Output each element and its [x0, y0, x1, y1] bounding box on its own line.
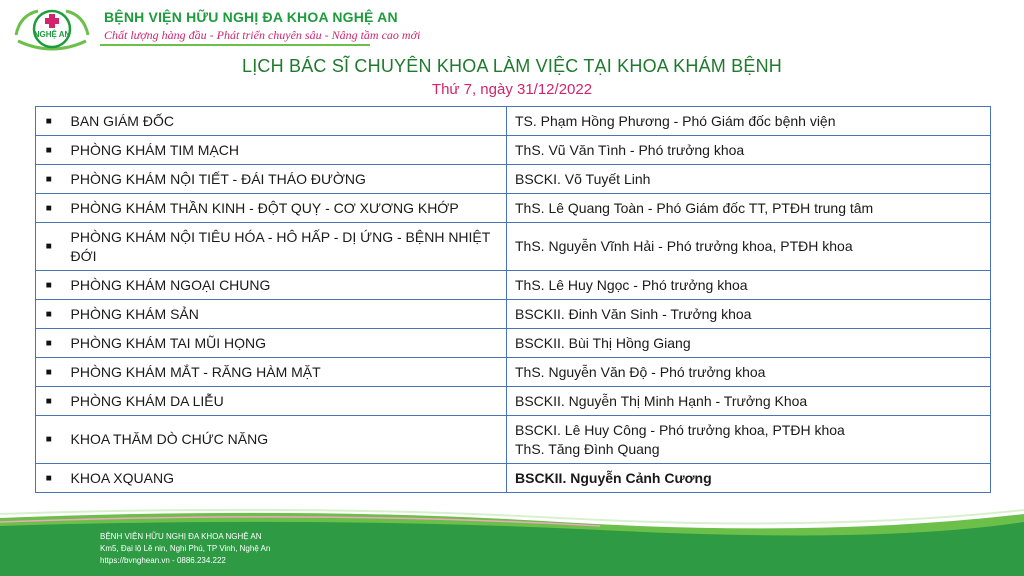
doctor-name: ThS. Nguyễn Văn Độ - Phó trưởng khoa	[515, 363, 766, 380]
doctor-cell	[507, 300, 991, 329]
bullet-icon: ■	[36, 194, 62, 223]
hospital-slogan: Chất lượng hàng đầu - Phát triển chuyên sâu - Nâng tầm cao mới	[104, 28, 421, 42]
table-row	[36, 358, 991, 387]
doctor-cell	[507, 271, 991, 300]
bullet-icon: ■	[36, 387, 62, 416]
doctor-name: TS. Phạm Hồng Phương - Phó Giám đốc bệnh viện	[515, 112, 836, 129]
department-name: PHÒNG KHÁM MẮT - RĂNG HÀM MẶT	[62, 358, 507, 387]
doctor-name: BSCKI. Lê Huy Công - Phó trưởng khoa, PTĐH khoa	[515, 421, 845, 438]
bullet-icon: ■	[36, 271, 62, 300]
page-title: LỊCH BÁC SĨ CHUYÊN KHOA LÀM VIỆC TẠI KHOA KHÁM BỆNH	[242, 56, 782, 76]
doctor-cell	[507, 358, 991, 387]
table-row	[36, 107, 991, 136]
bullet-icon: ■	[36, 223, 62, 271]
hospital-name: BỆNH VIỆN HỮU NGHỊ ĐA KHOA NGHỆ AN	[104, 9, 398, 25]
department-name: PHÒNG KHÁM NỘI TIÊU HÓA - HÔ HẤP - DỊ ỨNG - BỆNH NHIỆT ĐỚI	[62, 223, 507, 271]
doctor-name: ThS. Lê Quang Toàn - Phó Giám đốc TT, PTĐH trung tâm	[515, 199, 874, 216]
doctor-name: BSCKII. Nguyễn Cảnh Cương	[515, 469, 712, 486]
doctor-name: BSCKI. Võ Tuyết Linh	[515, 170, 651, 187]
bullet-icon: ■	[36, 136, 62, 165]
doctor-cell	[507, 329, 991, 358]
page-subtitle: Thứ 7, ngày 31/12/2022	[431, 81, 593, 98]
header-divider	[100, 44, 370, 46]
department-name: PHÒNG KHÁM DA LIỄU	[62, 387, 507, 416]
schedule-table	[35, 106, 991, 493]
department-name: KHOA THĂM DÒ CHỨC NĂNG	[62, 416, 507, 464]
footer-hospital-name: BỆNH VIỆN HỮU NGHỊ ĐA KHOA NGHỆ AN	[100, 532, 262, 541]
doctor-cell	[507, 107, 991, 136]
hospital-logo	[12, 5, 92, 55]
doctor-cell	[507, 165, 991, 194]
doctor-name: ThS. Lê Huy Ngọc - Phó trưởng khoa	[515, 276, 748, 293]
doctor-cell	[507, 223, 991, 271]
table-row	[36, 416, 991, 464]
department-name: PHÒNG KHÁM NỘI TIẾT - ĐÁI THÁO ĐƯỜNG	[62, 165, 507, 194]
doctor-cell	[507, 464, 991, 493]
page-header	[0, 0, 1024, 58]
footer-address: Km5, Đại lộ Lê nin, Nghi Phú, TP Vinh, Nghệ An	[100, 544, 271, 553]
department-name: PHÒNG KHÁM NGOẠI CHUNG	[62, 271, 507, 300]
bullet-icon: ■	[36, 358, 62, 387]
doctor-name: ThS. Vũ Văn Tình - Phó trưởng khoa	[515, 141, 745, 158]
doctor-name: ThS. Tăng Đình Quang	[515, 440, 660, 457]
department-name: BAN GIÁM ĐỐC	[62, 107, 507, 136]
doctor-cell	[507, 387, 991, 416]
table-row	[36, 165, 991, 194]
bullet-icon: ■	[36, 165, 62, 194]
table-row	[36, 464, 991, 493]
table-row	[36, 329, 991, 358]
bullet-icon: ■	[36, 416, 62, 464]
bullet-icon: ■	[36, 107, 62, 136]
bullet-icon: ■	[36, 329, 62, 358]
footer-info	[100, 531, 270, 567]
bullet-icon: ■	[36, 464, 62, 493]
doctor-name: BSCKII. Đinh Văn Sinh - Trưởng khoa	[515, 305, 752, 322]
department-name: PHÒNG KHÁM TIM MẠCH	[62, 136, 507, 165]
footer-contact: https://bvnghean.vn - 0886.234.222	[100, 556, 226, 565]
doctor-name: BSCKII. Bùi Thị Hồng Giang	[515, 334, 691, 351]
table-row	[36, 300, 991, 329]
logo-text: NGHỆ AN	[33, 30, 71, 39]
department-name: PHÒNG KHÁM SẢN	[62, 300, 507, 329]
doctor-name: BSCKII. Nguyễn Thị Minh Hạnh - Trưởng Khoa	[515, 392, 808, 409]
table-row	[36, 271, 991, 300]
table-row	[36, 387, 991, 416]
doctor-name: ThS. Nguyễn Vĩnh Hải - Phó trưởng khoa, PTĐH khoa	[515, 238, 853, 254]
doctor-cell	[507, 416, 991, 464]
table-row	[36, 223, 991, 271]
doctor-cell	[507, 136, 991, 165]
department-name: PHÒNG KHÁM THẦN KINH - ĐỘT QUỴ - CƠ XƯƠNG KHỚP	[62, 194, 507, 223]
department-name: KHOA XQUANG	[62, 464, 507, 493]
table-row	[36, 136, 991, 165]
department-name: PHÒNG KHÁM TAI MŨI HỌNG	[62, 329, 507, 358]
table-row	[36, 194, 991, 223]
doctor-cell	[507, 194, 991, 223]
bullet-icon: ■	[36, 300, 62, 329]
